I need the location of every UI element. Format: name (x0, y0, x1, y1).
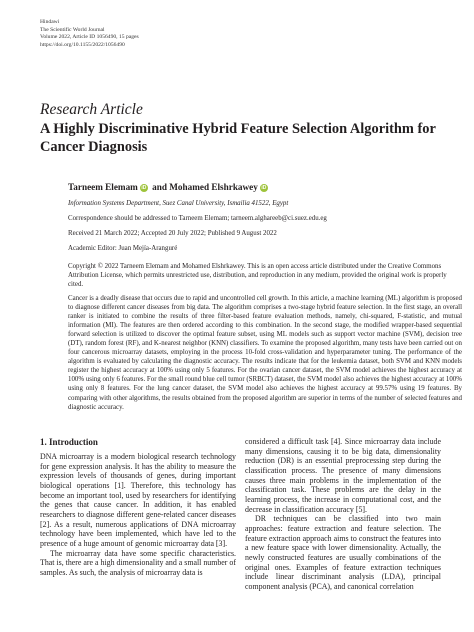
academic-editor: Academic Editor: Juan Mejía-Aranguré (68, 245, 178, 252)
section-heading-introduction: 1. Introduction (40, 437, 98, 447)
article-title: A Highly Discriminative Hybrid Feature Selection Algorithm for Cancer Diagnosis (40, 121, 436, 155)
publication-info (40, 19, 139, 49)
paragraph: The microarray data have some specific characteristics. That is, there are a high dimensionality and a small number of samples. As such, the analysis of microarray data is (40, 548, 236, 577)
orcid-icon[interactable]: iD (261, 185, 267, 191)
doi-link[interactable]: https://doi.org/10.1155/2022/1056490 (40, 41, 125, 48)
body-column-right (245, 437, 441, 592)
article-type: Research Article (40, 101, 143, 118)
journal-name: The Scientific World Journal (40, 26, 105, 33)
orcid-icon[interactable]: iD (141, 185, 147, 191)
affiliation: Information Systems Department, Suez Canal University, Ismailia 41522, Egypt (68, 200, 289, 207)
author-list (68, 182, 270, 192)
volume-line: Volume 2022, Article ID 1056490, 15 pages (40, 34, 139, 41)
publisher-name: Hindawi (40, 19, 60, 25)
author-conjunction: and (152, 182, 167, 192)
publication-dates: Received 21 March 2022; Accepted 20 July 2022; Published 9 August 2022 (68, 230, 277, 237)
author-name: Mohamed Elshrkawey (169, 182, 258, 192)
abstract: Cancer is a deadly disease that occurs due to rapid and uncontrolled cell growth. In this article, a machine learning (ML) algorithm is proposed to diagnose different cancer diseases from big data. The algorithm comprises a two-stage hybrid feature selection. In the first stage, an overall ranker is initiated to combine the results of three filter-based feature evaluation methods, namely, chi-squared, F-statistic, and mutual information (MI). The features are then ordered according to this combination. In the second stage, the modified wrapper-based sequential forward selection is utilized to discover the optimal feature subset, using ML models such as support vector machine (SVM), decision tree (DT), random forest (RF), and K-nearest neighbor (KNN) classifiers. To examine the proposed algorithm, many tests have been carried out on four cancerous microarray datasets, employing in the process 10-fold cross-validation and hyperparameter tuning. The performance of the algorithm is evaluated by calculating the diagnostic accuracy. The results indicate that for the leukemia dataset, both SVM and KNN models register the highest accuracy at 100% using only 5 features. For the ovarian cancer dataset, the SVM model achieves the highest accuracy at 100% using only 6 features. For the small round blue cell tumor (SRBCT) dataset, the SVM model also achieves the highest accuracy at 100% using only 8 features. For the lung cancer dataset, the SVM model also achieves the highest accuracy at 99.57% using 19 features. By comparing with other algorithms, the results obtained from the proposed algorithm are superior in terms of the number of selected features and diagnostic accuracy. (68, 295, 462, 411)
body-column-left (40, 452, 236, 578)
paragraph: DR techniques can be classified into two main approaches: feature extraction and feature selection. The feature extraction approach aims to construct the features into a new feature space with lower dimensionality. Actually, the newly constructed features are usually combinations of the original ones. Examples of feature extraction techniques include linear discriminant analysis (LDA), principal component analysis (PCA), and canonical correlation (245, 514, 441, 591)
author-name: Tarneem Elemam (68, 182, 138, 192)
copyright-notice: Copyright © 2022 Tarneem Elemam and Mohamed Elshrkawey. This is an open access article distributed under the Creative Commons Attribution License, which permits unrestricted use, distribution, and reproduction in any medium, provided the original work is properly cited. (68, 263, 447, 288)
paragraph: DNA microarray is a modern biological research technology for gene expression analysis. It has the ability to measure the expression levels of thousands of genes, during important biological operations [1]. Therefore, this technology has become an important tool, used by researchers for identifying the genes that cause cancer. In addition, it has enabled researchers to diagnose different gene-related cancer diseases [2]. As a result, numerous applications of DNA microarray technology have been implemented, which have led to the presence of a huge amount of genomic microarray data [3]. (40, 452, 236, 548)
correspondence: Correspondence should be addressed to Tarneem Elemam; tarneem.alghareeb@ci.suez.edu.eg (68, 215, 327, 222)
paragraph: considered a difficult task [4]. Since microarray data include many dimensions, causing it to be big data, dimensionality reduction (DR) is an essential preprocessing step during the classification process. The presence of many dimensions causes three main problems in the implementation of the classification task. These problems are the delay in the learning process, the increase in computational cost, and the decrease in classification accuracy [5]. (245, 437, 441, 514)
